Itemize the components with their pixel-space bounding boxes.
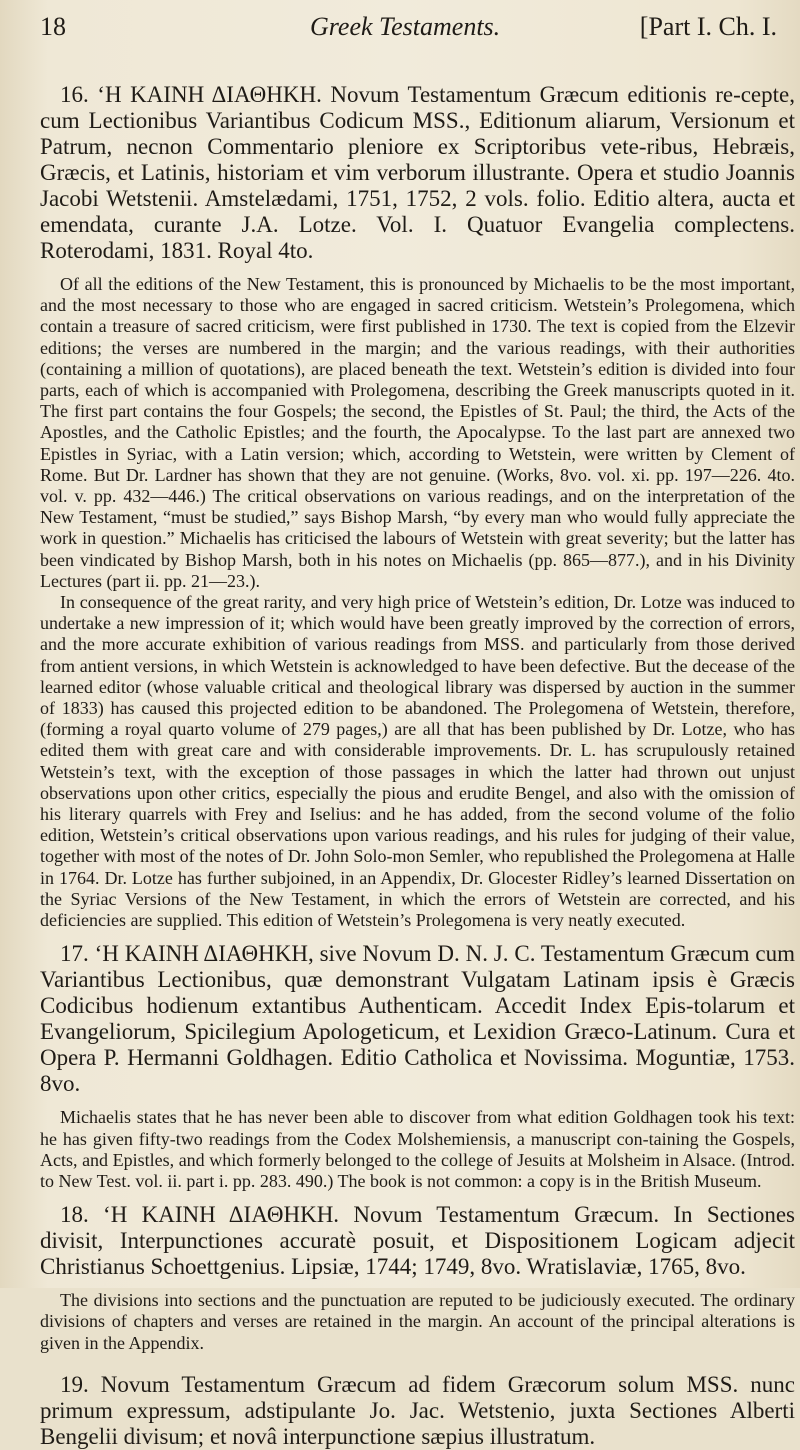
entry-16-note-2: In consequence of the great rarity, and very high price of Wetstein’s edition, Dr. Lotze was induced to undertake a new impression of it; which would have been greatly improved by the correction of errors, and the more accurate exhibition of various readings from MSS. and particularly from those derived from antient versions, in which Wetstein is acknowledged to have been defective. But the decease of the learned editor (whose valuable critical and theological library was dispersed by auction in the summer of 1833) has caused this projected edition to be abandoned. The Prolegomena of Wetstein, therefore, (forming a royal quarto volume of 279 pages,) are all that has been published by Dr. Lotze, who has edited them with great care and with considerable improvements. Dr. L. has scrupulously retained Wetstein’s text, with the exception of those passages in which the latter had thrown out unjust observations upon other critics, especially the pious and erudite Bengel, and also with the omission of his literary quarrels with Frey and Iselius: and he has added, from the second volume of the folio edition, Wetstein’s critical observations upon various readings, and his rules for judging of their value, together with most of the notes of Dr. John Solo-mon Semler, who republished the Prolegomena at Halle in 1764. Dr. Lotze has further subjoined, in an Appendix, Dr. Glocester Ridley’s learned Dissertation on the Syriac Versions of the New Testament, in which the errors of Wetstein are corrected, and his deficiencies are supplied. This edition of Wetstein’s Prolegomena is very neatly executed.: [40, 592, 795, 931]
spacer: [40, 931, 795, 941]
section-marker: [Part I. Ch. I.: [639, 12, 777, 41]
running-title: Greek Testaments.: [310, 12, 501, 41]
spacer: [40, 1280, 795, 1290]
entry-17-title: 17. ‘Η ΚΑΙΝΗ ΔΙΑΘΗΚΗ, sive Novum D. N. J. C. Testamentum Græcum cum Variantibus Lectionibus, quæ demonstrant Vulgatam Latinam ipsis è Græcis Codicibus hodienum extantibus Authenticam. Accedit Index Epis-tolarum et Evangeliorum, Spicilegium Apologeticum, et Lexidion Græco-Latinum. Cura et Opera P. Hermanni Goldhagen. Editio Catholica et Novissima. Moguntiæ, 1753. 8vo.: [40, 941, 795, 1097]
entry-17-note-1: Michaelis states that he has never been able to discover from what edition Goldhagen took his text: he has given fifty-two readings from the Codex Molshemiensis, a manuscript con-taining the Gospels, Acts, and Epistles, and which formerly belonged to the college of Jesuits at Molsheim in Alsace. (Introd. to New Test. vol. ii. part i. pp. 283. 490.) The book is not common: a copy is in the British Museum.: [40, 1107, 795, 1191]
spacer: [40, 1097, 795, 1107]
entry-16-note-1: Of all the editions of the New Testament, this is pronounced by Michaelis to be the most important, and the most necessary to those who are engaged in sacred criticism. Wetstein’s Prolegomena, which contain a treasure of sacred criticism, were first published in 1730. The text is copied from the Elzevir editions; the verses are numbered in the margin; and the various readings, with their authorities (containing a million of quotations), are placed beneath the text. Wetstein’s edition is divided into four parts, each of which is accompanied with Prolegomena, describing the Greek manuscripts quoted in it. The first part contains the four Gospels; the second, the Epistles of St. Paul; the third, the Acts of the Apostles, and the Catholic Epistles; and the fourth, the Apocalypse. To the last part are annexed two Epistles in Syriac, with a Latin version; which, according to Wetstein, were written by Clement of Rome. But Dr. Lardner has shown that they are not genuine. (Works, 8vo. vol. xi. pp. 197—226. 4to. vol. v. pp. 432—446.) The critical observations on various readings, and on the interpretation of the New Testament, “must be studied,” says Bishop Marsh, “by every man who would fully appreciate the work in question.” Michaelis has criticised the labours of Wetstein with great severity; but the latter has been vindicated by Bishop Marsh, both in his notes on Michaelis (pp. 865—877.), and in his Divinity Lectures (part ii. pp. 21—23.).: [40, 274, 795, 591]
entry-16-title: 16. ‘Η ΚΑΙΝΗ ΔΙΑΘΗΚΗ. Novum Testamentum Græcum editionis re-cepte, cum Lectionibus Variantibus Codicum MSS., Editionum aliarum, Versionum et Patrum, necnon Commentario pleniore ex Scriptoribus vete-ribus, Hebræis, Græcis, et Latinis, historiam et vim verborum illustrante. Opera et studio Joannis Jacobi Wetstenii. Amstelædami, 1751, 1752, 2 vols. folio. Editio altera, aucta et emendata, curante J.A. Lotze. Vol. I. Quatuor Evangelia complectens. Roterodami, 1831. Royal 4to.: [40, 82, 795, 263]
entry-18-title: 18. ‘Η ΚΑΙΝΗ ΔΙΑΘΗΚΗ. Novum Testamentum Græcum. In Sectiones divisit, Interpunctiones accuratè posuit, et Dispositionem Logicam adjecit Christianus Schoettgenius. Lipsiæ, 1744; 1749, 8vo. Wratislaviæ, 1765, 8vo.: [40, 1202, 795, 1280]
entry-19-title: 19. Novum Testamentum Græcum ad fidem Græcorum solum MSS. nunc primum expressum, adstipulante Jo. Jac. Wetstenio, juxta Sectiones Alberti Bengelii divisum; et novâ interpunctione sæpius illustratum.: [40, 1371, 795, 1449]
page-number: 18: [40, 12, 66, 41]
spacer: [40, 1354, 795, 1372]
spacer: [40, 1192, 795, 1202]
page-content: [40, 10, 795, 1449]
spacer: [40, 264, 795, 274]
entry-18-note-1: The divisions into sections and the punctuation are reputed to be judiciously executed. The ordinary divisions of chapters and verses are retained in the margin. An account of the principal alterations is given in the Appendix.: [40, 1290, 795, 1353]
running-header: [40, 10, 795, 82]
